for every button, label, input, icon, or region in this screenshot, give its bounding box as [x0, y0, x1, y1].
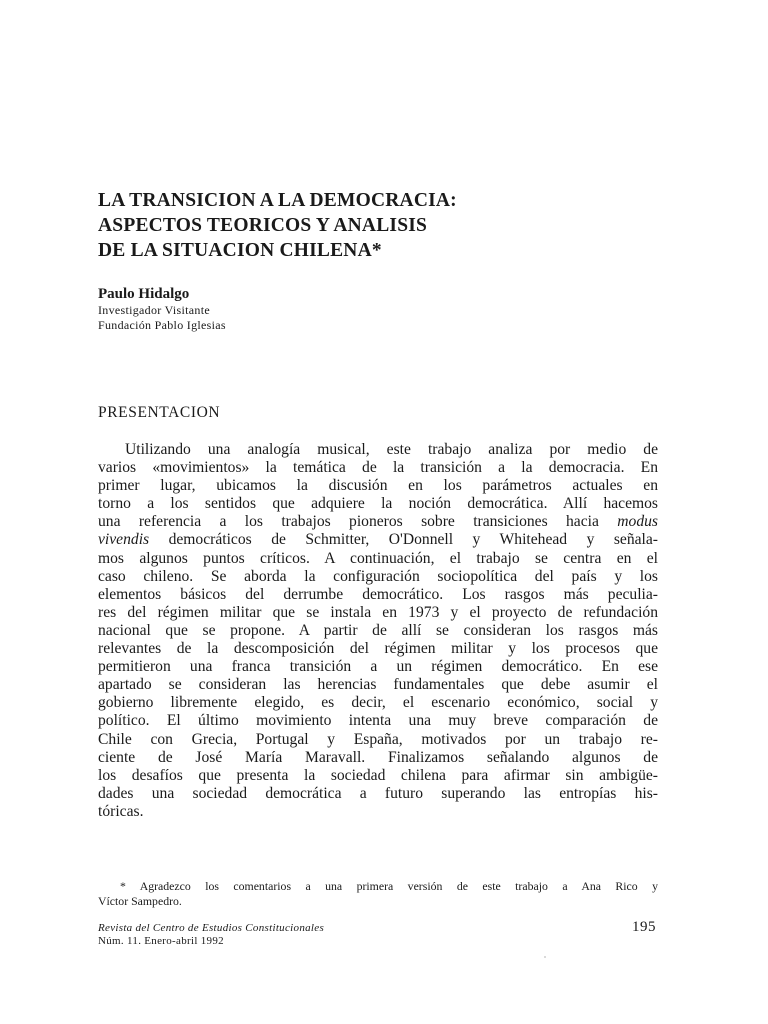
text-line: varios «movimientos» la temática de la transición a la democracia. En: [98, 459, 658, 477]
footnote-marker: *: [120, 879, 126, 893]
text-segment: una referencia a los trabajos pioneros sobre transiciones hacia: [98, 513, 599, 531]
body-paragraph: [98, 441, 658, 821]
text-line: elementos básicos del derrumbe democrático. Los rasgos más peculia-: [98, 585, 658, 603]
footnote-line: Víctor Sampedro.: [98, 894, 182, 908]
text-line: [98, 531, 658, 549]
footnote: [98, 879, 658, 909]
text-line: permitieron una franca transición a un régimen democrático. En ese: [98, 658, 658, 676]
title-line: LA TRANSICION A LA DEMOCRACIA:: [98, 190, 457, 211]
author-name: Paulo Hidalgo: [98, 286, 190, 302]
text-line: apartado se consideran las herencias fundamentales que debe asumir el: [98, 676, 658, 694]
journal-citation: [98, 922, 324, 948]
scan-speck: [544, 956, 546, 958]
text-line: dades una sociedad democrática a futuro superando las entropías his-: [98, 784, 658, 802]
italic-term: modus: [617, 513, 658, 531]
text-line: los desafíos que presenta la sociedad chilena para afirmar sin ambigüe-: [98, 766, 658, 784]
text-line: torno a los sentidos que adquiere la noción democrática. Allí hacemos: [98, 495, 658, 513]
title-line: ASPECTOS TEORICOS Y ANALISIS: [98, 215, 428, 236]
text-line: [98, 513, 658, 531]
journal-name: Revista del Centro de Estudios Constitucionales: [98, 922, 325, 934]
text-segment: democráticos de Schmitter, O'Donnell y Whitehead y señala-: [168, 531, 658, 549]
footnote-text: Agradezco los comentarios a una primera versión de este trabajo a Ana Rico y: [139, 879, 658, 893]
text-line: res del régimen militar que se instala en 1973 y el proyecto de refundación: [98, 603, 658, 621]
text-line: gobierno libremente elegido, es decir, el escenario económico, social y: [98, 694, 658, 712]
article-title: [98, 188, 618, 263]
text-line: primer lugar, ubicamos la discusión en los parámetros actuales en: [98, 477, 658, 495]
footnote-line: [98, 879, 658, 894]
author-position: Investigador Visitante: [98, 303, 210, 317]
title-line: DE LA SITUACION CHILENA*: [98, 240, 382, 261]
author-institution: Fundación Pablo Iglesias: [98, 318, 226, 332]
text-line: caso chileno. Se aborda la configuración sociopolítica del país y los: [98, 567, 658, 585]
text-line: relevantes de la descomposición del régimen militar y los procesos que: [98, 640, 658, 658]
text-line: tóricas.: [98, 802, 144, 820]
text-line: ciente de José María Maravall. Finalizamos señalando algunos de: [98, 748, 658, 766]
text-line: Chile con Grecia, Portugal y España, motivados por un trabajo re-: [98, 730, 658, 748]
page-number: 195: [632, 919, 656, 935]
text-line: nacional que se propone. A partir de allí se consideran los rasgos más: [98, 621, 658, 639]
text-line: Utilizando una analogía musical, este trabajo analiza por medio de: [125, 441, 658, 458]
journal-issue: Núm. 11. Enero-abril 1992: [98, 935, 224, 947]
section-heading: PRESENTACION: [98, 404, 221, 421]
text-line: político. El último movimiento intenta una muy breve comparación de: [98, 712, 658, 730]
text-line: mos algunos puntos críticos. A continuación, el trabajo se centra en el: [98, 549, 658, 567]
italic-term: vivendis: [98, 531, 150, 549]
